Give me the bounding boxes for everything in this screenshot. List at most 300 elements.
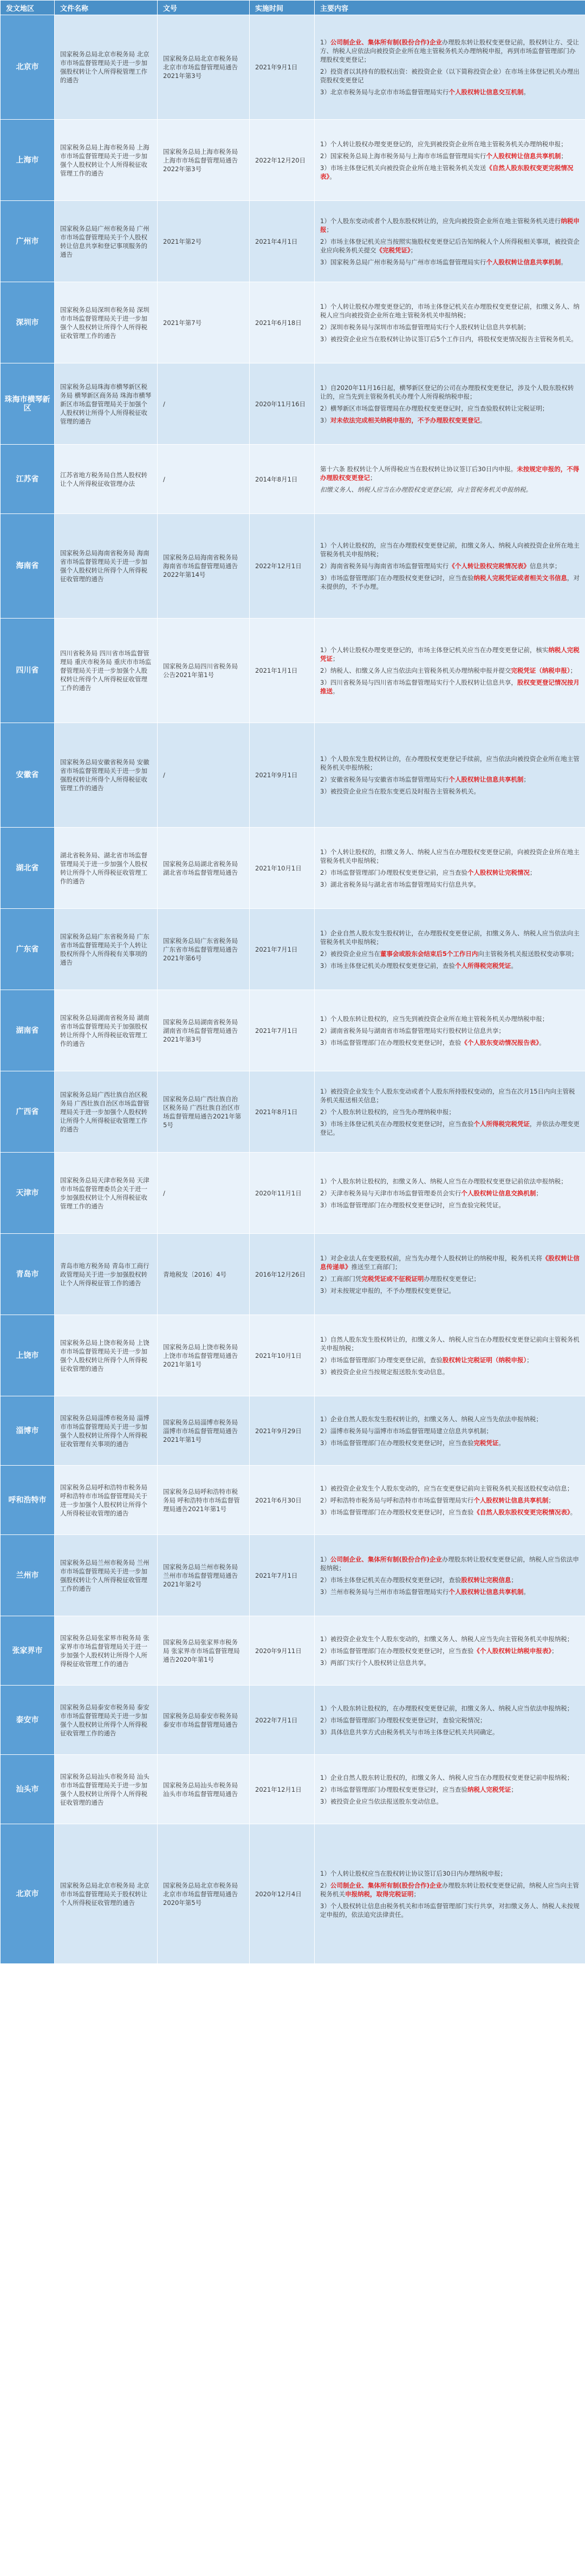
- content-text: 1）个人转让股权的，应当在办理股权变更登记前，扣缴义务人、纳税人向被投资企业所在地主管税务机关申报纳税；: [320, 542, 580, 558]
- content-paragraph: [320, 302, 580, 320]
- highlighted-text: 《个人转让股权完税情况表》: [448, 562, 530, 570]
- content-paragraph: [320, 1869, 580, 1878]
- table-row: [1, 723, 585, 828]
- highlighted-text: 《完税凭证》: [376, 246, 411, 254]
- content-text: ；: [326, 225, 333, 233]
- content-paragraph: [320, 562, 580, 570]
- content-text: 2）横琴新区市场监督管理局在办理股权变更登记时，应当查验股权转让完税证明；: [320, 404, 549, 412]
- table-row: [1, 1686, 585, 1755]
- highlighted-text: 个人所得税完税凭证: [473, 1120, 530, 1128]
- highlighted-text: 个人股权转让完税情况: [467, 868, 530, 876]
- document-number-cell: 2021年第7号: [158, 282, 250, 363]
- table-row: [1, 1535, 585, 1616]
- content-text: ；: [511, 1576, 517, 1584]
- table-header-row: [1, 1, 585, 15]
- content-paragraph: [320, 754, 580, 772]
- content-paragraph: [320, 1773, 580, 1782]
- content-text: 办理股权变更登记；: [424, 1274, 480, 1283]
- content-text: 3）被投资企业应当在股东变更后及时报告主管税务机关。: [320, 788, 480, 795]
- region-cell: 张家界市: [1, 1616, 55, 1686]
- highlighted-text: 公司制企业、集体所有制(股份合作)企业: [330, 38, 442, 46]
- content-paragraph: [320, 217, 580, 234]
- content-text: 3）对未按规定申报的，不予办理股权变更登记。: [320, 1286, 455, 1294]
- header-date: 实施时间: [250, 1, 315, 15]
- content-paragraph: [320, 1038, 580, 1047]
- content-text: 3）市场主体登记机关办理股权变更登记前，查验: [320, 961, 455, 970]
- content-paragraph: [320, 666, 580, 675]
- document-number-cell: 国家税务总局张家界市税务局 张家界市市场监督管理局通告2020年第1号: [158, 1616, 250, 1686]
- table-row: [1, 282, 585, 363]
- table-row: [1, 1824, 585, 1964]
- region-cell: 汕头市: [1, 1755, 55, 1824]
- content-paragraph: [320, 140, 580, 148]
- region-cell: 呼和浩特市: [1, 1466, 55, 1535]
- content-paragraph: [320, 237, 580, 255]
- table-row: [1, 828, 585, 909]
- document-number-cell: 国家税务总局湖北省税务局 湖北省市场监督管理局通告: [158, 828, 250, 909]
- content-text: 扣缴义务人、纳税人应当在办理股权变更登记前，向主管税务机关申报纳税。: [320, 485, 532, 493]
- content-paragraph: [320, 416, 580, 425]
- region-cell: 泰安市: [1, 1686, 55, 1755]
- content-text: ；: [333, 655, 339, 662]
- content-text: 1）: [320, 1555, 330, 1563]
- content-text: 2）: [320, 1881, 330, 1889]
- effective-date-cell: 2021年9月1日: [250, 15, 315, 120]
- effective-date-cell: 2021年9月1日: [250, 723, 315, 828]
- content-paragraph: [320, 574, 580, 591]
- content-paragraph: [320, 1087, 580, 1104]
- table-row: [1, 514, 585, 619]
- content-paragraph: [320, 465, 580, 482]
- content-text: 1）个人转让股权的，扣缴义务人、纳税人应当在办理股权变更登记前，向被投资企业所在地主管税务机关申报纳税；: [320, 848, 580, 864]
- document-number-cell: 国家税务总局泰安市税务局 泰安市市场监督管理局通告: [158, 1686, 250, 1755]
- content-text: 3）市场监督管理部门在办理股权变更登记时，查验: [320, 1038, 461, 1046]
- region-cell: 珠海市横琴新区: [1, 363, 55, 445]
- content-paragraph: [320, 848, 580, 865]
- content-text: ，对未提供的，不予办理。: [320, 574, 580, 590]
- content-paragraph: [320, 1484, 580, 1493]
- content-text: 3）市场监督管理部门在办理股权变更登记时，应当查验: [320, 1508, 474, 1516]
- content-paragraph: [320, 323, 580, 331]
- content-text: 向主管税务机关报送股权变动事项；: [478, 949, 578, 958]
- highlighted-text: 股权变更登记情况按月推送: [320, 679, 580, 695]
- content-paragraph: [320, 541, 580, 558]
- highlighted-text: 公司制企业、集体所有制(股份合作)企业: [330, 1881, 442, 1889]
- table-row: [1, 1071, 585, 1153]
- content-paragraph: [320, 1496, 580, 1505]
- table-row: [1, 1234, 585, 1315]
- table-row: [1, 990, 585, 1071]
- effective-date-cell: 2021年4月1日: [250, 201, 315, 282]
- content-text: 3）国家税务总局广州市税务局与广州市市场监督管理局实行: [320, 258, 486, 266]
- content-text: 1）个人股东变动或者个人股东股权转让的，应先向被投资企业所在地主管税务机关进行: [320, 217, 561, 225]
- content-text: 3）市场监督管理部门在办理股权变更登记时，应当查验完税凭证。: [320, 1201, 505, 1209]
- content-paragraph: [320, 1647, 580, 1655]
- content-text: 。: [479, 416, 486, 424]
- main-content-cell: [315, 363, 585, 445]
- document-number-cell: 国家税务总局四川省税务局公告2021年第1号: [158, 619, 250, 723]
- document-name-cell: 江苏省地方税务局自然人股权转让个人所得税征收管理办法: [55, 445, 158, 514]
- effective-date-cell: 2021年12月1日: [250, 1755, 315, 1824]
- content-paragraph: [320, 1201, 580, 1209]
- content-paragraph: [320, 88, 580, 96]
- document-number-cell: 国家税务总局广东省税务局 广东省市场监督管理局通告2021年第6号: [158, 909, 250, 990]
- content-text: 2）投资者以其持有的股权出资：被投资企业（以下简称投资企业）在市场主体登记机关办理出资股权变更登记: [320, 68, 580, 84]
- content-paragraph: [320, 929, 580, 946]
- effective-date-cell: 2016年12月26日: [250, 1234, 315, 1315]
- table-row: [1, 1396, 585, 1466]
- content-paragraph: [320, 485, 580, 494]
- main-content-cell: [315, 1153, 585, 1234]
- highlighted-text: 《个人股东变动情况报告表》: [461, 1038, 540, 1046]
- content-text: 2）市场主体登记机关应当按照实施股权变更登记后告知纳税人个人所得税相关事项，被投资企业应向税务机关提交: [320, 237, 580, 254]
- content-text: 3）被投资企业应当按规定报送股东变动信息。: [320, 1368, 449, 1376]
- highlighted-text: 《个人股权转让纳税申报表》: [473, 1647, 552, 1655]
- effective-date-cell: 2020年12月4日: [250, 1824, 315, 1964]
- main-content-cell: [315, 1755, 585, 1824]
- main-content-cell: [315, 1396, 585, 1466]
- region-cell: 广州市: [1, 201, 55, 282]
- content-text: 3）: [320, 416, 330, 424]
- content-text: ；: [370, 473, 376, 482]
- content-paragraph: [320, 1356, 580, 1364]
- document-name-cell: 国家税务总局珠海市横琴新区税务局 横琴新区商务局 珠海市横琴新区市场监督管理局关于加强个人股权转让所得个人所得税征收管理的通告: [55, 363, 158, 445]
- effective-date-cell: 2020年11月16日: [250, 363, 315, 445]
- main-content-cell: [315, 120, 585, 201]
- effective-date-cell: 2020年9月11日: [250, 1616, 315, 1686]
- highlighted-text: 《股权转让信息传递单》: [320, 1254, 580, 1271]
- content-text: 1）被投资企业发生个人股东变动的，应当在变更登记前向主管税务机关报送股权变动信息；: [320, 1484, 574, 1492]
- content-text: ；: [413, 1890, 420, 1898]
- content-text: 2）海南省税务局与海南省市场监督管理局实行: [320, 562, 449, 570]
- header-name: 文件名称: [55, 1, 158, 15]
- content-text: 。: [539, 1038, 545, 1046]
- table-row: [1, 909, 585, 990]
- highlighted-text: 个人股权转让信息共享机制: [473, 1496, 549, 1504]
- content-paragraph: [320, 1286, 580, 1295]
- content-text: 办理股东转让股权变更登记前，纳税人应当向主管税务机关: [320, 1881, 579, 1898]
- document-name-cell: 国家税务总局汕头市税务局 汕头市市场监督管理局关于进一步加强个人股权转让所得个人所得税征收管理的通告: [55, 1755, 158, 1824]
- content-paragraph: [320, 1427, 580, 1435]
- content-paragraph: [320, 1108, 580, 1116]
- highlighted-text: 个人股权转让信息交互机制: [448, 88, 524, 96]
- effective-date-cell: 2021年10月1日: [250, 828, 315, 909]
- table-row: [1, 363, 585, 445]
- main-content-cell: [315, 828, 585, 909]
- region-cell: 海南省: [1, 514, 55, 619]
- highlighted-text: 董事会或股东会结束后5个工作日内: [380, 949, 478, 958]
- main-content-cell: [315, 445, 585, 514]
- effective-date-cell: 2021年1月1日: [250, 619, 315, 723]
- content-text: 3）兰州市税务局与兰州市市场监督管理局实行: [320, 1588, 449, 1596]
- document-name-cell: 国家税务总局北京市税务局 北京市市场监督管理局关于股权转让个人所得税征收管理的通告: [55, 1824, 158, 1964]
- content-text: 2）个人股东转让股权的，应当先办理纳税申报；: [320, 1108, 455, 1116]
- content-text: ；: [529, 868, 536, 876]
- highlighted-text: 个人股权转让信息交换机制: [461, 1189, 536, 1197]
- document-number-cell: /: [158, 363, 250, 445]
- document-number-cell: 2021年第2号: [158, 201, 250, 282]
- content-text: 1）个人股东转让股权的，在办理股权变更登记前，扣缴义务人、纳税人应当依法申报纳税；: [320, 1704, 574, 1712]
- region-cell: 湖北省: [1, 828, 55, 909]
- content-text: 1）个人转让股权办理变更登记的，市场主体登记机关在办理股权变更登记前，扣缴义务人、纳税人应当向被投资企业所在地主管税务机关申报纳税；: [320, 302, 580, 319]
- document-name-cell: 湖北省税务局、湖北省市场监督管理局关于进一步加强个人股权转让所得个人所得税征收管理工作的通告: [55, 828, 158, 909]
- content-paragraph: [320, 1335, 580, 1352]
- content-text: 1）: [320, 38, 330, 46]
- region-cell: 青岛市: [1, 1234, 55, 1315]
- highlighted-text: 个人股权转让信息共享机制: [486, 152, 561, 160]
- content-text: ；: [548, 1496, 555, 1504]
- content-text: 3）两部门实行个人股权转让信息共享。: [320, 1658, 430, 1667]
- content-text: 2）纳税人、扣缴义务人应当依法向主管税务机关办理纳税申报并提交: [320, 667, 511, 674]
- content-text: 3）四川省税务局与四川省市场监督管理局实行个人股权转让信息共享，: [320, 679, 517, 686]
- content-text: ；: [523, 776, 530, 783]
- content-text: 3）北京市税务局与北京市市场监督管理局实行: [320, 88, 449, 96]
- highlighted-text: 完税凭证或不征税证明: [361, 1274, 424, 1283]
- document-number-cell: 国家税务总局北京市税务局 北京市市场监督管理局通告2020年第5号: [158, 1824, 250, 1964]
- document-name-cell: 青岛市地方税务局 青岛市工商行政管理局关于进一步加强股权转让个人所得税征管工作的通告: [55, 1234, 158, 1315]
- region-cell: 上海市: [1, 120, 55, 201]
- effective-date-cell: 2021年6月18日: [250, 282, 315, 363]
- content-text: 2）市场监督管理部门办理变更登记前，查验: [320, 1356, 443, 1364]
- table-row: [1, 1315, 585, 1396]
- highlighted-text: 个人所得税完税凭证: [454, 961, 511, 970]
- content-text: 。: [523, 1588, 530, 1596]
- content-text: ；: [536, 1189, 542, 1197]
- content-text: ；: [410, 246, 417, 254]
- region-cell: 湖南省: [1, 990, 55, 1071]
- content-paragraph: [320, 383, 580, 401]
- region-cell: 江苏省: [1, 445, 55, 514]
- effective-date-cell: 2021年8月1日: [250, 1071, 315, 1153]
- highlighted-text: 完税凭证: [473, 1439, 499, 1447]
- table-row: [1, 201, 585, 282]
- document-number-cell: 国家税务总局呼和浩特市税务局 呼和浩特市市场监督管理局通告2021年第1号: [158, 1466, 250, 1535]
- content-paragraph: [320, 1014, 580, 1023]
- region-cell: 广西省: [1, 1071, 55, 1153]
- highlighted-text: 完税凭证（纳税申报）: [511, 667, 570, 674]
- content-text: 2）市场监督管理部门办理股权变更登记时，查验完税情况；: [320, 1716, 486, 1724]
- main-content-cell: [315, 1071, 585, 1153]
- effective-date-cell: 2020年11月1日: [250, 1153, 315, 1234]
- content-text: 。: [523, 88, 530, 96]
- content-text: ；: [511, 1785, 517, 1793]
- content-text: ；: [561, 152, 567, 160]
- content-text: 3）被投资企业应当在股权转让协议签订后5个工作日内，将股权变更情况报告主管税务机关。: [320, 335, 577, 343]
- document-name-cell: 国家税务总局海南省税务局 海南省市场监督管理局关于进一步加强个人股权转让所得个人所得税征收管理的通告: [55, 514, 158, 619]
- content-text: 办理股东转让股权变更登记前，股权转让方、受让方、纳税人应依法向被投资企业所在地主管税务机关办理纳税申报，再到市场监督管理部门办理股权变更登记；: [320, 38, 579, 63]
- table-row: [1, 445, 585, 514]
- highlighted-text: 《自然人股东股权变更完税情况表》: [320, 164, 574, 180]
- content-paragraph: [320, 1635, 580, 1643]
- content-paragraph: [320, 1716, 580, 1725]
- content-text: 2）淄博市税务局与淄博市市场监督管理局建立信息共享机制；: [320, 1427, 492, 1435]
- main-content-cell: [315, 619, 585, 723]
- content-text: 1）个人股东发生股权转让的，在办理股权变更登记手续前，应当依法向被投资企业所在地主管税务机关申报纳税；: [320, 755, 580, 771]
- content-text: 推送至工商部门；: [351, 1263, 401, 1271]
- content-text: 第十六条 股权转让个人所得税应当在股权转让协议签订后30日内申报。: [320, 465, 517, 473]
- region-cell: 兰州市: [1, 1535, 55, 1616]
- content-text: ；: [551, 1647, 558, 1655]
- content-paragraph: [320, 775, 580, 784]
- effective-date-cell: 2021年6月30日: [250, 1466, 315, 1535]
- content-text: ；: [570, 667, 577, 674]
- document-name-cell: 四川省税务局 四川省市场监督管理局 重庆市税务局 重庆市市场监督管理局关于进一步加强个人股权转让所得个人所得税征收管理工作的通告: [55, 619, 158, 723]
- header-region: 发文地区: [1, 1, 55, 15]
- document-name-cell: 国家税务总局兰州市税务局 兰州市市场监督管理局关于进一步加强股权转让个人所得税征收管理工作的通告: [55, 1535, 158, 1616]
- content-paragraph: [320, 1508, 580, 1517]
- main-content-cell: [315, 15, 585, 120]
- content-text: 办理股东转让股权变更登记前，纳税人应当依法申报纳税；: [320, 1555, 579, 1572]
- effective-date-cell: 2022年12月1日: [250, 514, 315, 619]
- content-paragraph: [320, 1177, 580, 1186]
- region-cell: 北京市: [1, 1824, 55, 1964]
- highlighted-text: 纳税人完税凭证或者相关文书信息: [473, 574, 567, 582]
- content-text: 2）安徽省税务局与安徽省市场监督管理局实行: [320, 776, 449, 783]
- content-text: 2）市场监督管理部门在办理股权变更登记时，应当查验: [320, 1647, 474, 1655]
- document-number-cell: 青地税发〔2016〕4号: [158, 1234, 250, 1315]
- effective-date-cell: 2021年10月1日: [250, 1315, 315, 1396]
- content-paragraph: [320, 1254, 580, 1271]
- effective-date-cell: 2014年8月1日: [250, 445, 315, 514]
- document-number-cell: /: [158, 723, 250, 828]
- content-text: 3）市场监督管理部门在办理股权变更登记时，应当查验: [320, 1439, 474, 1447]
- document-name-cell: 国家税务总局天津市税务局 天津市市场监督管理委员会关于进一步加强股权转让个人所得税征收管理工作的通告: [55, 1153, 158, 1234]
- content-paragraph: [320, 961, 580, 970]
- content-text: 2）市场监督管理部门办理股权变更登记前，应当查验: [320, 868, 467, 876]
- table-row: [1, 1466, 585, 1535]
- content-text: 1）个人股东转让股权的，应当先到被投资企业所在地主管税务机关办理纳税申报；: [320, 1014, 549, 1023]
- content-text: 2）国家税务总局上海市税务局与上海市市场监督管理局实行: [320, 152, 486, 160]
- highlighted-text: 个人股权转让信息共享机制: [448, 776, 524, 783]
- content-text: 3）湖北省税务局与湖北省市场监督管理局实行信息共享。: [320, 880, 480, 888]
- content-paragraph: [320, 152, 580, 160]
- content-paragraph: [320, 38, 580, 64]
- content-paragraph: [320, 949, 580, 958]
- content-paragraph: [320, 1658, 580, 1667]
- content-text: 。: [561, 258, 567, 266]
- document-name-cell: 国家税务总局安徽省税务局 安徽省市场监督管理局关于进一步加强股权转让所得个人所得税征收管理工作的通告: [55, 723, 158, 828]
- content-text: 1）企业自然人股东发生股权转让的，扣缴义务人、纳税人应当先依法申报纳税；: [320, 1415, 542, 1423]
- content-text: 1）个人转让股权办理变更登记的，市场主体登记机关应当在办理变更登记前，核实: [320, 646, 549, 654]
- main-content-cell: [315, 1535, 585, 1616]
- document-number-cell: 国家税务总局北京市税务局 北京市市场监督管理局通告2021年第3号: [158, 15, 250, 120]
- document-name-cell: 国家税务总局深圳市税务局 深圳市市场监督管理局关于进一步加强个人股权转让所得个人所得税征收管理工作的通告: [55, 282, 158, 363]
- content-paragraph: [320, 1189, 580, 1198]
- region-cell: 安徽省: [1, 723, 55, 828]
- content-paragraph: [320, 1439, 580, 1447]
- highlighted-text: 个人股权转让信息共享机制: [486, 258, 561, 266]
- content-paragraph: [320, 1797, 580, 1806]
- table-row: [1, 120, 585, 201]
- effective-date-cell: 2021年9月29日: [250, 1396, 315, 1466]
- content-text: 1）企业自然人股东转让股权的，扣缴义务人、纳税人应当在办理股权变更登记前申报纳税；: [320, 1773, 574, 1781]
- highlighted-text: 纳税人完税凭证: [320, 646, 580, 662]
- content-text: 2）市场主体登记机关在办理股权变更登记时，查验: [320, 1576, 461, 1584]
- main-content-cell: [315, 514, 585, 619]
- content-text: 1）自然人股东发生股权转让的，扣缴义务人、纳税人应当在办理股权变更登记前向主管税务机关申报纳税；: [320, 1335, 580, 1352]
- content-paragraph: [320, 1274, 580, 1283]
- table-body: [1, 15, 585, 1964]
- document-number-cell: 国家税务总局上海市税务局 上海市市场监督管理局通告2022年第3号: [158, 120, 250, 201]
- document-number-cell: /: [158, 1153, 250, 1234]
- content-paragraph: [320, 404, 580, 413]
- content-paragraph: [320, 1576, 580, 1584]
- content-text: 2）工商部门凭: [320, 1274, 362, 1283]
- region-cell: 淄博市: [1, 1396, 55, 1466]
- content-text: 1）企业自然人股东发生股权转让，在办理股权变更登记前，扣缴义务人、纳税人应当依法向主管税务机关申报纳税；: [320, 929, 580, 946]
- content-text: 3）市场主体登记机关向被投资企业所在地主管税务机关发送: [320, 164, 486, 172]
- document-number-cell: 国家税务总局兰州市税务局 兰州市市场监督管理局通告2021年第2号: [158, 1535, 250, 1616]
- region-cell: 四川省: [1, 619, 55, 723]
- main-content-cell: [315, 201, 585, 282]
- content-paragraph: [320, 1368, 580, 1376]
- content-paragraph: [320, 880, 580, 889]
- content-text: 3）市场监督管理部门在办理股权变更登记时，应当查验: [320, 574, 474, 582]
- document-name-cell: 国家税务总局泰安市税务局 泰安市市场监督管理局关于进一步加强个人股权转让所得个人所得税征收管理工作的通告: [55, 1686, 158, 1755]
- highlighted-text: 未按规定申报的，不得办理股权变更登记: [320, 465, 580, 482]
- effective-date-cell: 2021年7月1日: [250, 909, 315, 990]
- content-text: 。: [570, 1508, 577, 1516]
- main-content-cell: [315, 1824, 585, 1964]
- content-paragraph: [320, 1120, 580, 1137]
- region-cell: 深圳市: [1, 282, 55, 363]
- table-row: [1, 1153, 585, 1234]
- content-paragraph: [320, 678, 580, 695]
- content-paragraph: [320, 1728, 580, 1736]
- content-text: ，并依法办理变更登记。: [320, 1120, 580, 1136]
- effective-date-cell: 2022年12月20日: [250, 120, 315, 201]
- document-name-cell: 国家税务总局淄博市税务局 淄博市市场监督管理局关于进一步加强个人股权转让所得个人所得税征收管理有关事项的通告: [55, 1396, 158, 1466]
- highlighted-text: 个人股权转让信息共享机制: [448, 1588, 524, 1596]
- document-number-cell: /: [158, 445, 250, 514]
- main-content-cell: [315, 723, 585, 828]
- content-paragraph: [320, 1026, 580, 1035]
- content-text: 3）市场主体登记机关在办理股权变更登记时，应当查验: [320, 1120, 474, 1128]
- content-paragraph: [320, 1704, 580, 1713]
- content-paragraph: [320, 67, 580, 84]
- document-name-cell: 国家税务总局湖南省税务局 湖南省市场监督管理局关于加强股权转让所得个人所得税征收管理工作的通告: [55, 990, 158, 1071]
- main-content-cell: [315, 1616, 585, 1686]
- highlighted-text: 股权转让完税信息: [461, 1576, 511, 1584]
- highlighted-text: 《自然人股东股权变更完税情况表》: [473, 1508, 570, 1516]
- document-name-cell: 国家税务总局上饶市税务局 上饶市市场监督管理局关于进一步加强个人股权转让所得个人所得税征收管理的通告: [55, 1315, 158, 1396]
- content-text: 2）市场监督管理部门办理股权变更登记时，应当查验: [320, 1785, 467, 1793]
- main-content-cell: [315, 909, 585, 990]
- content-paragraph: [320, 1881, 580, 1898]
- content-text: 1）个人股东转让股权的，扣缴义务人、纳税人应当在办理股权变更登记前依法申报纳税；: [320, 1177, 567, 1185]
- table-row: [1, 1616, 585, 1686]
- highlighted-text: 纳税人完税凭证: [467, 1785, 511, 1793]
- document-number-cell: 国家税务总局广西壮族自治区税务局 广西壮族自治区市场监督管理局通告2021年第5号: [158, 1071, 250, 1153]
- content-paragraph: [320, 164, 580, 181]
- content-paragraph: [320, 258, 580, 266]
- table-row: [1, 1755, 585, 1824]
- highlighted-text: 股权转让完税证明（纳税申报）: [442, 1356, 527, 1364]
- document-name-cell: 国家税务总局广州市税务局 广州市市场监督管理局关于个人股权转让信息共享和登记事项服务的通告: [55, 201, 158, 282]
- document-name-cell: 国家税务总局广西壮族自治区税务局 广西壮族自治区市场监督管理局关于进一步加强个人股权转让所得个人所得税征收管理工作的通告: [55, 1071, 158, 1153]
- content-text: 3）个人股权转让信息由税务机关和市场监督管理部门实行共享，对扣缴义务人、纳税人未按规定申报的，依法追究法律责任。: [320, 1902, 580, 1918]
- content-text: 2）深圳市税务局与深圳市市场监督管理局实行个人股权转让信息共享机制；: [320, 323, 530, 331]
- content-paragraph: [320, 1415, 580, 1423]
- document-name-cell: 国家税务总局北京市税务局 北京市市场监督管理局关于进一步加强股权转让个人所得税管理工作的通告: [55, 15, 158, 120]
- main-content-cell: [315, 282, 585, 363]
- document-name-cell: 国家税务总局张家界市税务局 张家界市市场监督管理局关于进一步加强个人股权转让所得个人所得税征收管理工作的通告: [55, 1616, 158, 1686]
- content-text: 信息共享；: [529, 562, 561, 570]
- highlighted-text: 纳税申报: [320, 217, 580, 233]
- main-content-cell: [315, 1315, 585, 1396]
- content-text: 1）被投资企业发生个人股东变动的，扣缴义务人、纳税人应当先向主管税务机关申报纳税；: [320, 1635, 574, 1643]
- effective-date-cell: 2021年7月1日: [250, 1535, 315, 1616]
